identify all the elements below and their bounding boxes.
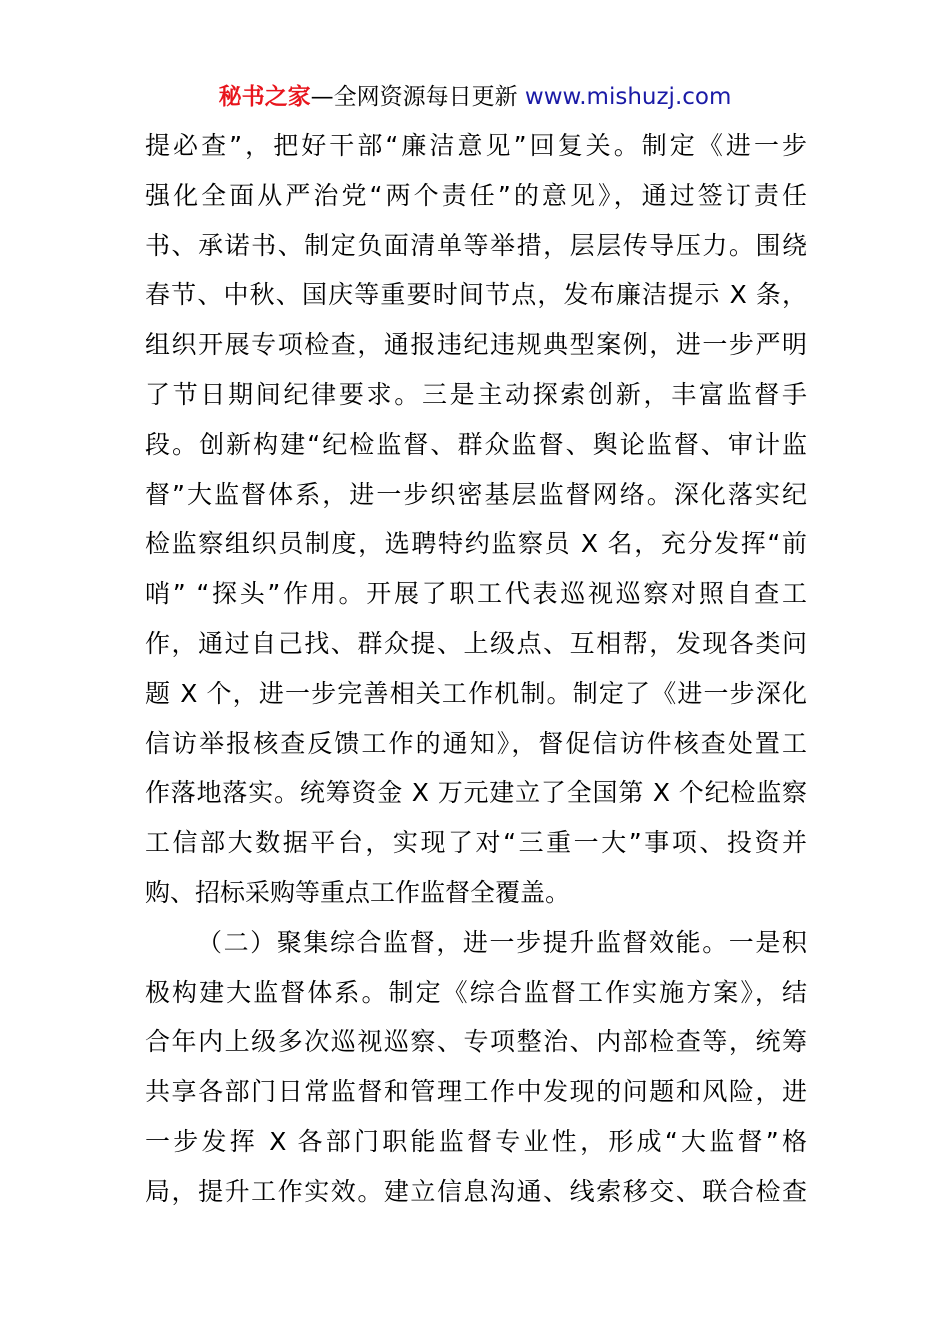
text-line: 局，提升工作实效。建立信息沟通、线索移交、联合检查	[145, 1176, 807, 1206]
text-line: 题 X 个，进一步完善相关工作机制。制定了《进一步深化	[145, 678, 807, 708]
text-line: 强化全面从严治党“两个责任”的意见》，通过签订责任	[145, 180, 807, 210]
section-heading-line: （二）聚集综合监督，进一步提升监督效能。一是积	[197, 927, 807, 957]
site-brand: 秘书之家	[218, 84, 311, 110]
text-line: 一步发挥 X 各部门职能监督专业性，形成“大监督”格	[145, 1126, 807, 1156]
text-line: 春节、中秋、国庆等重要时间节点，发布廉洁提示 X 条，	[145, 280, 807, 310]
text-line: 督”大监督体系，进一步织密基层监督网络。深化落实纪	[145, 479, 807, 509]
text-line: 工信部大数据平台，实现了对“三重一大”事项、投资并	[145, 828, 807, 858]
text-line: 检监察组织员制度，选聘特约监察员 X 名，充分发挥“前	[145, 529, 807, 559]
text-line: 极构建大监督体系。制定《综合监督工作实施方案》，结	[145, 977, 807, 1007]
text-line: 段。创新构建“纪检监督、群众监督、舆论监督、审计监	[145, 429, 807, 459]
site-header	[0, 80, 950, 114]
paragraph-end-line: 购、招标采购等重点工作监督全覆盖。	[145, 877, 571, 907]
text-line: 作，通过自己找、群众提、上级点、互相帮，发现各类问	[145, 628, 807, 658]
text-line: 共享各部门日常监督和管理工作中发现的问题和风险，进	[145, 1077, 807, 1107]
text-line: 提必查”，把好干部“廉洁意见”回复关。制定《进一步	[145, 131, 807, 160]
text-line: 信访举报核查反馈工作的通知》，督促信访件核查处置工	[145, 728, 807, 758]
text-line: 了节日期间纪律要求。三是主动探索创新，丰富监督手	[145, 379, 807, 409]
site-url: www.mishuzj.com	[524, 84, 732, 110]
text-line: 作落地落实。统筹资金 X 万元建立了全国第 X 个纪检监察	[145, 778, 807, 808]
text-line: 书、承诺书、制定负面清单等举措，层层传导压力。围绕	[145, 230, 807, 260]
site-tagline: —全网资源每日更新	[310, 84, 525, 110]
text-line: 组织开展专项检查，通报违纪违规典型案例，进一步严明	[145, 330, 807, 360]
text-line: 哨” “探头”作用。开展了职工代表巡视巡察对照自查工	[145, 579, 807, 609]
text-line: 合年内上级多次巡视巡察、专项整治、内部检查等，统筹	[145, 1027, 807, 1057]
body-text	[145, 121, 807, 1217]
